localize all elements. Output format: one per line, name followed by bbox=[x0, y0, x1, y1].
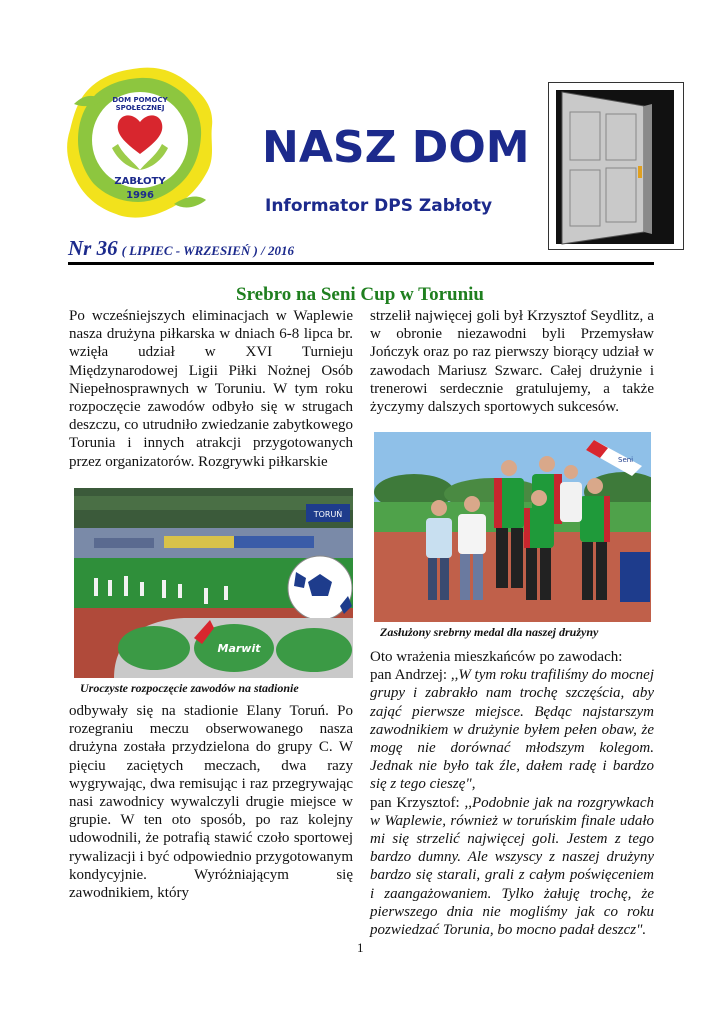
stadium-sign: TORUŃ bbox=[313, 510, 343, 519]
quote-krzysztof bbox=[370, 794, 654, 940]
page-number: 1 bbox=[357, 940, 364, 955]
logo-name: ZABŁOTY bbox=[114, 176, 166, 187]
team-medal-photo bbox=[374, 432, 651, 622]
quote2-text: ,,Podobnie jak na rozgrywkach w Waplewie, również w toruńskim finale udało mi się strzelić najwięcej goli. Jestem z tego bardzo dumny. Ale wszyscy z naszej drużyny bardzo się starali, grali z całym poświęceniem i zaangażowaniem. Tylko żałuję trochę, że pierwszego dnia nie mogliśmy jak co roku pozwiedzać Torunia, bo mocno padał deszcz". bbox=[370, 794, 655, 939]
article-col2-bottom bbox=[370, 648, 654, 939]
bench-brand: Marwit bbox=[217, 642, 261, 655]
issue-number: Nr 36 bbox=[68, 236, 118, 260]
flag-text: Seni bbox=[618, 456, 634, 464]
logo-arc-text: DOM POMOCY SPOŁECZNEJ bbox=[112, 96, 168, 112]
issue-date: ( LIPIEC - WRZESIEŃ ) / 2016 bbox=[121, 243, 294, 258]
quote1-name: pan Andrzej: bbox=[370, 667, 448, 684]
dps-logo bbox=[64, 64, 216, 222]
article-col1-top: Po wcześniejszych eliminacjach w Waplewie nasza drużyna piłkarska w dniach 6-8 lipca br. wzięła udział w XVI Turnieju Międzynarodowej Ligii Piłki Nożnej Osób Niepełnosprawnych w Toruniu. W tym roku rozpoczęcie zawodów odbyło się w strugach deszczu, co utrudniło zwiedzanie zabytkowego Torunia i innych atrakcji przygotowanych przez organizatorów. Rozgrywki piłkarskie bbox=[69, 308, 353, 470]
header-rule bbox=[68, 262, 654, 265]
quote-andrzej bbox=[370, 666, 654, 793]
article-col2-top: strzelił najwięcej goli był Krzysztof Seydlitz, a w obronie niezawodni byli Przemysław Jończyk oraz po raz pierwszy biorący udział w zawodach Mariusz Szwarc. Całej drużynie i trenerowi serdecznie gratulujemy, a także życzymy dalszych sportowych sukcesów. bbox=[370, 308, 654, 416]
issue-line bbox=[68, 236, 294, 261]
photo1-caption: Uroczyste rozpoczęcie zawodów na stadionie bbox=[80, 681, 299, 695]
newsletter-subtitle: Informator DPS Zabłoty bbox=[265, 196, 493, 216]
article-col1-bottom: odbywały się na stadionie Elany Toruń. Po rozegraniu meczu obserwowanego nasza drużyna została przydzielona do grupy C. W pięciu zaciętych meczach, dwa razy wygrywając, dwa remisując i raz przegrywając nasi zawodnicy wywalczyli drugie miejsce w grupie. W ten oto sposób, po raz kolejny udowodnili, że potrafią stawić czoło sportowej rywalizacji i być odpowiednio przygotowanym kondycyjnie. Wyróżniającym się zawodnikiem, który bbox=[69, 703, 353, 902]
logo-year: 1996 bbox=[126, 190, 154, 201]
quote1-text: ,,W tym roku trafiliśmy do mocnej grupy i zabrakło nam trochę szczęścia, aby zająć pierwsze miejsce. Będąc najstarszym zawodnikiem w drużynie byłem pełen obaw, że mogę nie dorównać młodszym kolegom. Jednak nie było tak źle, dałem radę i bardzo się z tego cieszę", bbox=[370, 667, 654, 793]
photo2-caption: Zasłużony srebrny medal dla naszej drużyny bbox=[380, 625, 599, 639]
quote2-name: pan Krzysztof: bbox=[370, 794, 460, 811]
article-headline: Srebro na Seni Cup w Toruniu bbox=[236, 284, 484, 305]
impressions-intro: Oto wrażenia mieszkańców po zawodach: bbox=[370, 649, 623, 665]
newsletter-title: NASZ DOM bbox=[262, 122, 530, 173]
door-illustration bbox=[548, 82, 684, 250]
stadium-opening-photo bbox=[74, 488, 353, 678]
